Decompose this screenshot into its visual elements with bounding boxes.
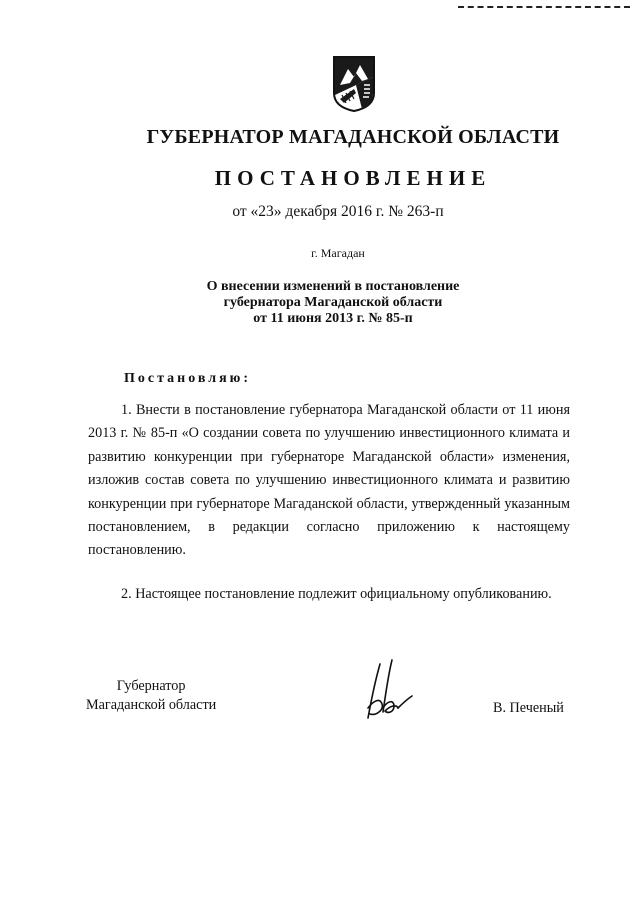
signatory-position-line-2: Магаданской области [86,697,217,713]
decree-operative-word: Постановляю: [124,371,252,386]
subject-line-3: от 11 июня 2013 г. № 85-п [253,311,413,326]
signatory-name: В. Печеный [493,700,564,716]
scan-edge-mark [458,6,630,8]
signatory-position-line-1: Губернатор [116,678,186,694]
paragraph-1: 1. Внести в постановление губернатора Магаданской области от 11 июня 2013 г. № 85-п «О создании совета по улучшению инвестиционного климата и развитию конкуренции при губернаторе Магаданской области» изменения, изложив состав совета по улучшению инвестиционного климата и развитию конкуренции при губернаторе Магаданской области, утвержденный указанным постановлением, в редакции согласно приложению к настоящему постановлению. [88,402,570,559]
document-type: ПОСТАНОВЛЕНИЕ [214,166,492,190]
signatory-position [86,677,216,715]
subject-line-1: О внесении изменений в постановление [206,279,460,294]
city: г. Магадан [311,246,365,260]
issuing-authority: ГУБЕРНАТОР МАГАДАНСКОЙ ОБЛАСТИ [146,126,560,148]
coat-of-arms-icon [332,55,376,113]
decree-subject [0,279,640,327]
paragraph-2: 2. Настоящее постановление подлежит официальному опубликованию. [121,586,552,602]
handwritten-signature [350,656,430,726]
subject-line-2: губернатора Магаданской области [223,295,443,310]
decree-date-number: от «23» декабря 2016 г. № 263-п [232,203,444,220]
